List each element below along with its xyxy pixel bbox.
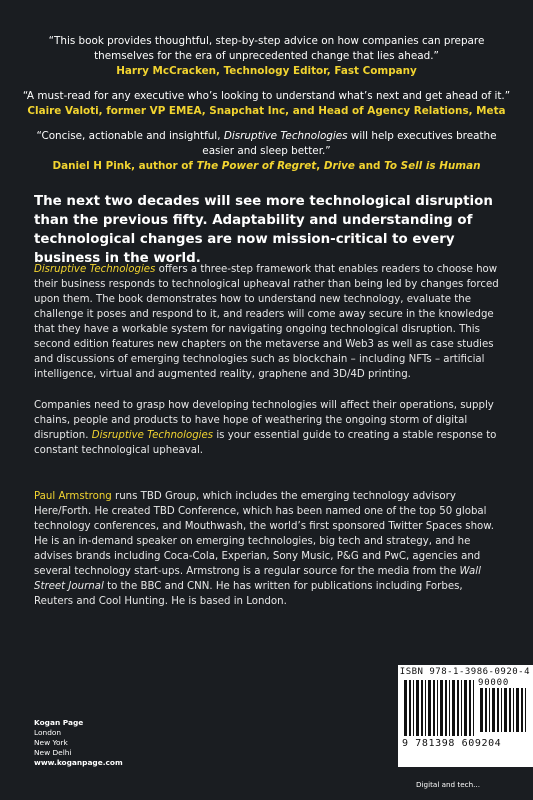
publisher-name: Kogan Page (34, 718, 84, 727)
description-paragraph: Disruptive Technologies offers a three-step framework that enables readers to choose how their business responds to technological upheaval rather than being led by changes forced upon them. The book demonstrates how to understand new technology, evaluate the challenge it poses and respond to it, and readers will come away secure in the knowledge that they have a workable system for navigating ongoing technological disruption. This second edition features new chapters on the metaverse and Web3 as well as case studies and discussions of emerging technologies such as blockchain – including NFTs – artificial intelligence, virtual and augmented reality, graphene and 3D/4D printing. (34, 264, 499, 380)
quote-text: “This book provides thoughtful, step-by-step advice on how companies can prepare themselves for the era of unprecedented change that lies ahead.” (48, 35, 485, 62)
publisher-city: New Delhi (34, 748, 72, 757)
endorsement-quote (20, 34, 513, 79)
publisher-city: New York (34, 738, 68, 747)
lead-statement: The next two decades will see more technological disruption than the previous fifty. Adaptability and understanding of technological changes are now mission-critical to every business in the world. (34, 194, 493, 266)
publisher-city: London (34, 728, 62, 737)
quote-attribution: Harry McCracken, Technology Editor, Fast Company (116, 65, 417, 77)
quote-text: “A must-read for any executive who’s looking to understand what’s next and get ahead of it.” (22, 90, 511, 102)
quote-attribution: Daniel H Pink, author of The Power of Regret, Drive and To Sell is Human (52, 160, 481, 172)
quote-attribution: Claire Valoti, former VP EMEA, Snapchat Inc, and Head of Agency Relations, Meta (27, 105, 506, 117)
endorsement-quote (20, 129, 513, 174)
endorsement-quote (20, 89, 513, 119)
publisher-url: www.koganpage.com (34, 758, 123, 767)
description-paragraph: Companies need to grasp how developing technologies will affect their operations, supply chains, people and products to have hope of weathering the ongoing storm of digital disruption. Disruptive Technologies is your essential guide to creating a stable response to constant technological upheaval. (34, 400, 497, 456)
addon-barcode-graphic (480, 688, 528, 732)
isbn-label: ISBN 978-1-3986-0920-4 (399, 667, 530, 677)
publisher-block (34, 718, 123, 768)
author-bio: Paul Armstrong runs TBD Group, which includes the emerging technology advisory Here/Forth. He created TBD Conference, which has been named one of the top 50 global technology conferences, and Mouthwash, the world’s first sponsored Twitter Spaces show. He is an in-demand speaker on emerging technologies, big tech and strategy, and he advises brands including Coca-Cola, Experian, Sony Music, P&G and PwC, agencies and several technology start-ups. Armstrong is a regular source for the media from the Wall Street Journal to the BBC and CNN. He has written for publications including Forbes, Reuters and Cool Hunting. He is based in London. (34, 491, 494, 607)
price-addon: 90000 (478, 678, 510, 688)
ean-digits: 9 781398 609204 (402, 738, 502, 749)
endorsements (20, 34, 513, 184)
quote-text: “Concise, actionable and insightful, Disruptive Technologies will help executives breathe easier and sleep better.” (36, 130, 497, 157)
subject-category: Digital and tech... (416, 780, 481, 789)
